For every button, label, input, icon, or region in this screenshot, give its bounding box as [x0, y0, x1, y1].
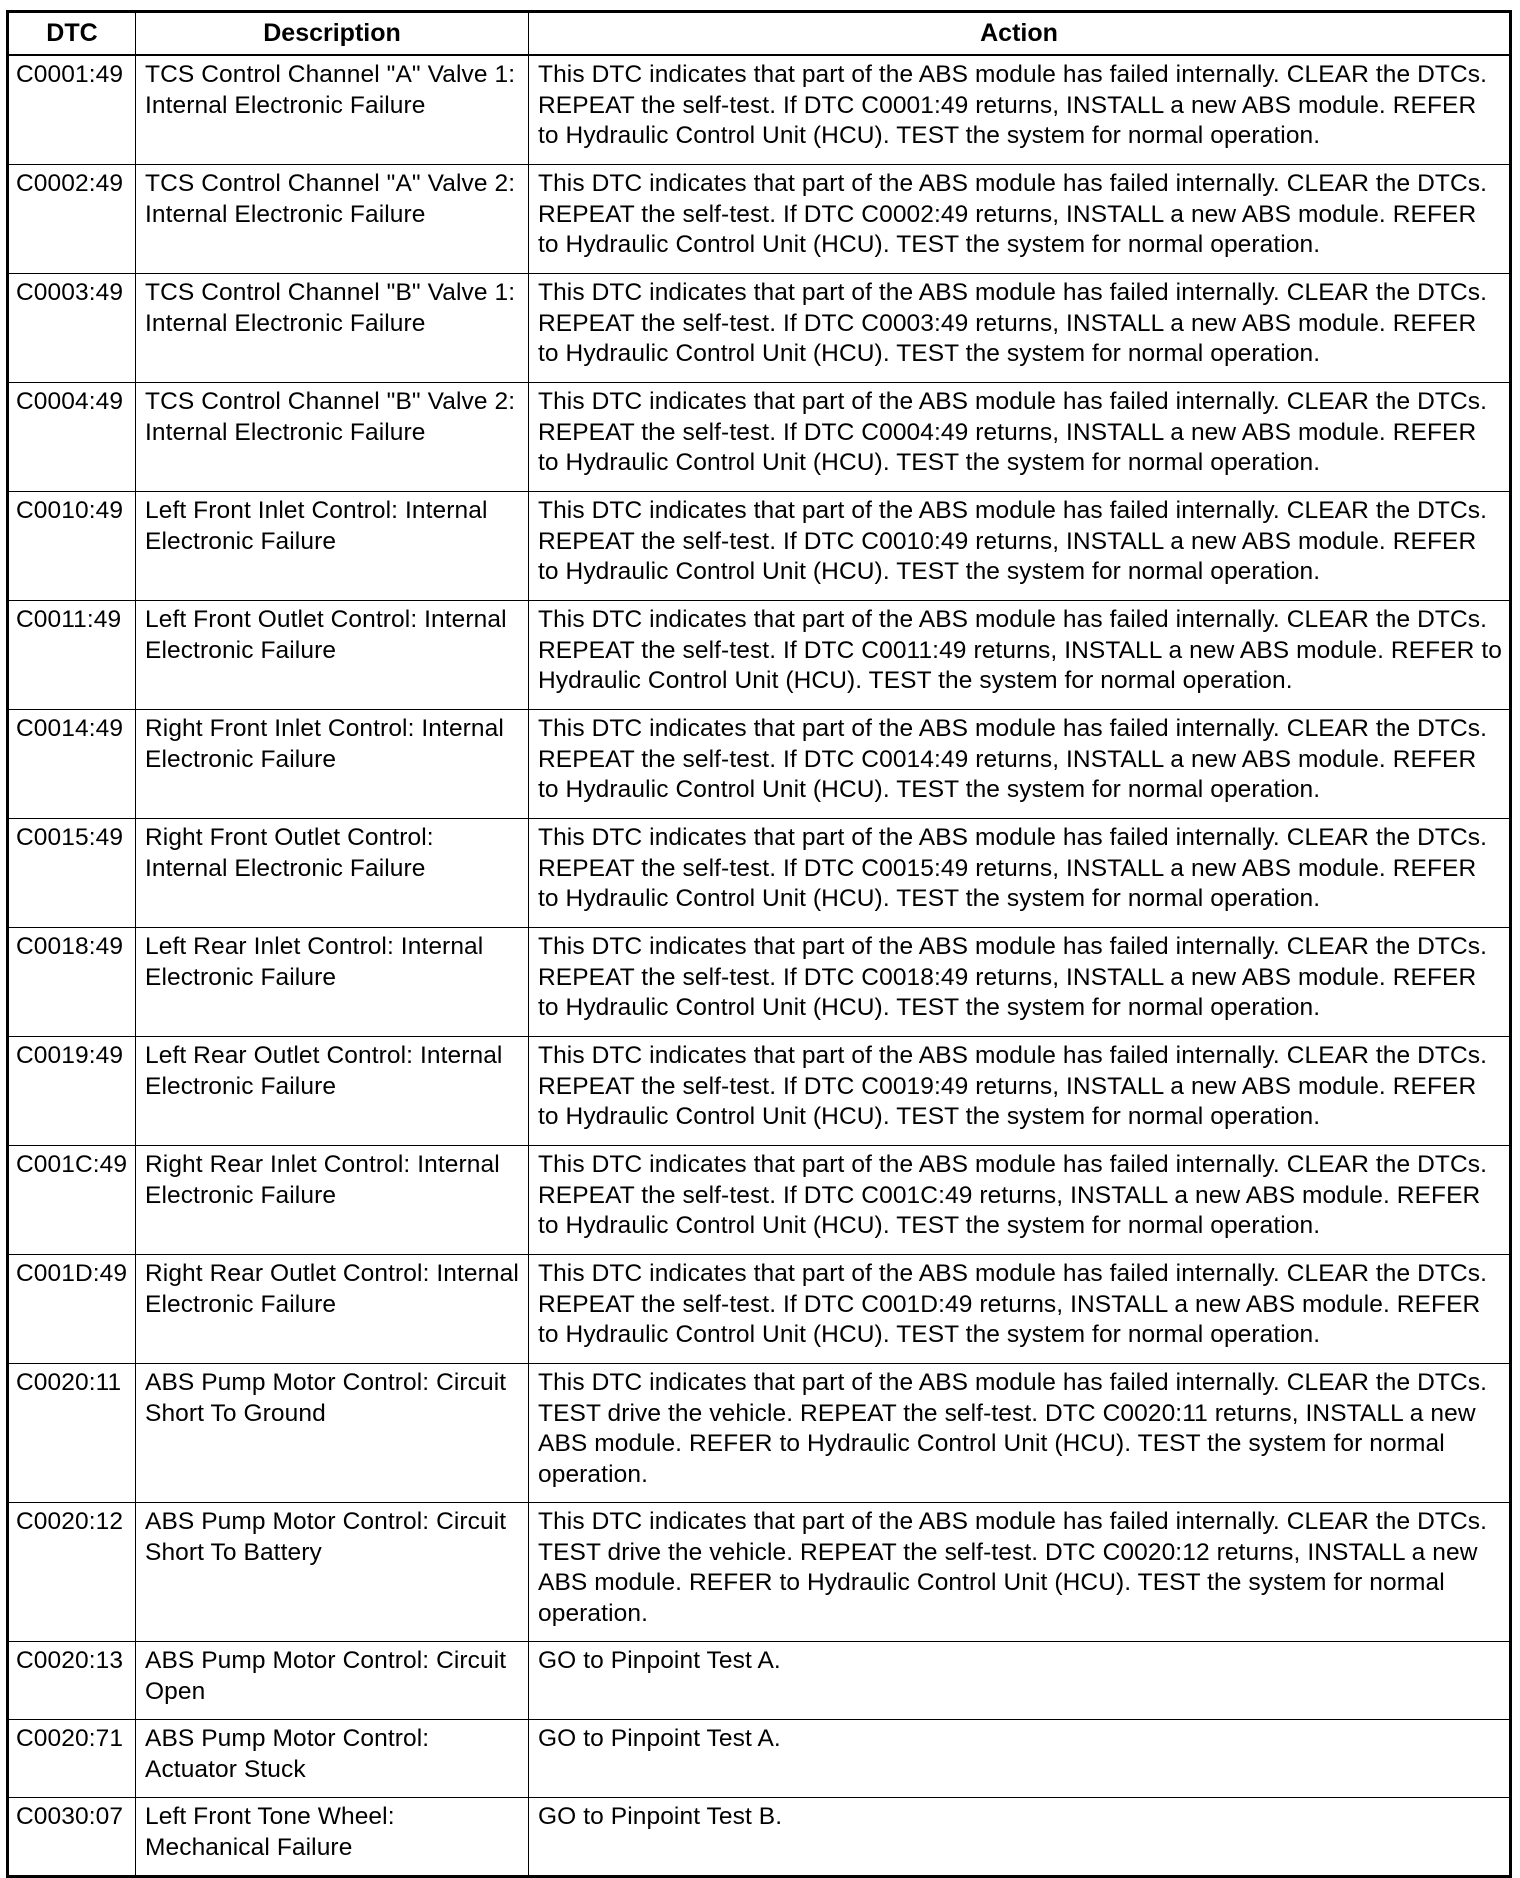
dtc-code: C0020:12 — [8, 1503, 136, 1642]
dtc-action: This DTC indicates that part of the ABS module has failed internally. CLEAR the DTCs. REPEAT the self-test. If DTC C0004:49 returns, INSTALL a new ABS module. REFER to Hydraulic Control Unit (HCU). TEST the system for normal operation. — [529, 383, 1511, 492]
table-row — [8, 1642, 1511, 1720]
dtc-code: C0004:49 — [8, 383, 136, 492]
dtc-action: This DTC indicates that part of the ABS module has failed internally. CLEAR the DTCs. REPEAT the self-test. If DTC C0018:49 returns, INSTALL a new ABS module. REFER to Hydraulic Control Unit (HCU). TEST the system for normal operation. — [529, 928, 1511, 1037]
table-row — [8, 383, 1511, 492]
dtc-action: This DTC indicates that part of the ABS module has failed internally. CLEAR the DTCs. REPEAT the self-test. If DTC C0019:49 returns, INSTALL a new ABS module. REFER to Hydraulic Control Unit (HCU). TEST the system for normal operation. — [529, 1037, 1511, 1146]
dtc-code: C0015:49 — [8, 819, 136, 928]
dtc-action: This DTC indicates that part of the ABS module has failed internally. CLEAR the DTCs. REPEAT the self-test. If DTC C0015:49 returns, INSTALL a new ABS module. REFER to Hydraulic Control Unit (HCU). TEST the system for normal operation. — [529, 819, 1511, 928]
dtc-description: Left Front Inlet Control: Internal Electronic Failure — [136, 492, 529, 601]
table-row — [8, 55, 1511, 165]
table-row — [8, 1503, 1511, 1642]
table-row — [8, 274, 1511, 383]
dtc-action: GO to Pinpoint Test A. — [529, 1642, 1511, 1720]
dtc-code: C0014:49 — [8, 710, 136, 819]
dtc-description: Right Front Inlet Control: Internal Electronic Failure — [136, 710, 529, 819]
dtc-description: TCS Control Channel "A" Valve 2: Internal Electronic Failure — [136, 165, 529, 274]
table-row — [8, 601, 1511, 710]
dtc-action: This DTC indicates that part of the ABS module has failed internally. CLEAR the DTCs. REPEAT the self-test. If DTC C0001:49 returns, INSTALL a new ABS module. REFER to Hydraulic Control Unit (HCU). TEST the system for normal operation. — [529, 55, 1511, 165]
table-row — [8, 165, 1511, 274]
dtc-action: GO to Pinpoint Test B. — [529, 1798, 1511, 1877]
dtc-action: This DTC indicates that part of the ABS module has failed internally. CLEAR the DTCs. REPEAT the self-test. If DTC C001D:49 returns, INSTALL a new ABS module. REFER to Hydraulic Control Unit (HCU). TEST the system for normal operation. — [529, 1255, 1511, 1364]
dtc-code: C0020:71 — [8, 1720, 136, 1798]
dtc-code: C0018:49 — [8, 928, 136, 1037]
dtc-table-sheet — [6, 10, 1509, 1878]
dtc-action: This DTC indicates that part of the ABS module has failed internally. CLEAR the DTCs. TEST drive the vehicle. REPEAT the self-test. DTC C0020:11 returns, INSTALL a new ABS module. REFER to Hydraulic Control Unit (HCU). TEST the system for normal operation. — [529, 1364, 1511, 1503]
table-row — [8, 1720, 1511, 1798]
dtc-code: C0030:07 — [8, 1798, 136, 1877]
table-header-row — [8, 12, 1511, 56]
dtc-action: This DTC indicates that part of the ABS module has failed internally. CLEAR the DTCs. REPEAT the self-test. If DTC C0010:49 returns, INSTALL a new ABS module. REFER to Hydraulic Control Unit (HCU). TEST the system for normal operation. — [529, 492, 1511, 601]
dtc-description: Right Rear Inlet Control: Internal Electronic Failure — [136, 1146, 529, 1255]
dtc-description: Right Rear Outlet Control: Internal Electronic Failure — [136, 1255, 529, 1364]
dtc-code: C0010:49 — [8, 492, 136, 601]
table-row — [8, 819, 1511, 928]
dtc-code: C0020:11 — [8, 1364, 136, 1503]
dtc-action: This DTC indicates that part of the ABS module has failed internally. CLEAR the DTCs. TEST drive the vehicle. REPEAT the self-test. DTC C0020:12 returns, INSTALL a new ABS module. REFER to Hydraulic Control Unit (HCU). TEST the system for normal operation. — [529, 1503, 1511, 1642]
dtc-description: TCS Control Channel "B" Valve 2: Internal Electronic Failure — [136, 383, 529, 492]
table-row — [8, 1798, 1511, 1877]
dtc-code: C0002:49 — [8, 165, 136, 274]
column-header-action: Action — [529, 12, 1511, 56]
dtc-code: C0020:13 — [8, 1642, 136, 1720]
dtc-description: Left Front Tone Wheel: Mechanical Failure — [136, 1798, 529, 1877]
dtc-description: ABS Pump Motor Control: Actuator Stuck — [136, 1720, 529, 1798]
table-row — [8, 1037, 1511, 1146]
dtc-description: ABS Pump Motor Control: Circuit Short To Ground — [136, 1364, 529, 1503]
dtc-description: Left Rear Inlet Control: Internal Electronic Failure — [136, 928, 529, 1037]
dtc-description: Right Front Outlet Control: Internal Electronic Failure — [136, 819, 529, 928]
table-row — [8, 1255, 1511, 1364]
table-row — [8, 1146, 1511, 1255]
dtc-code: C0001:49 — [8, 55, 136, 165]
dtc-description: TCS Control Channel "A" Valve 1: Internal Electronic Failure — [136, 55, 529, 165]
dtc-action: This DTC indicates that part of the ABS module has failed internally. CLEAR the DTCs. REPEAT the self-test. If DTC C0011:49 returns, INSTALL a new ABS module. REFER to Hydraulic Control Unit (HCU). TEST the system for normal operation. — [529, 601, 1511, 710]
dtc-code: C0019:49 — [8, 1037, 136, 1146]
dtc-code: C001D:49 — [8, 1255, 136, 1364]
dtc-action: This DTC indicates that part of the ABS module has failed internally. CLEAR the DTCs. REPEAT the self-test. If DTC C0003:49 returns, INSTALL a new ABS module. REFER to Hydraulic Control Unit (HCU). TEST the system for normal operation. — [529, 274, 1511, 383]
table-row — [8, 710, 1511, 819]
dtc-table — [6, 10, 1512, 1878]
dtc-description: Left Front Outlet Control: Internal Electronic Failure — [136, 601, 529, 710]
dtc-code: C0011:49 — [8, 601, 136, 710]
dtc-code: C001C:49 — [8, 1146, 136, 1255]
dtc-code: C0003:49 — [8, 274, 136, 383]
dtc-action: This DTC indicates that part of the ABS module has failed internally. CLEAR the DTCs. REPEAT the self-test. If DTC C001C:49 returns, INSTALL a new ABS module. REFER to Hydraulic Control Unit (HCU). TEST the system for normal operation. — [529, 1146, 1511, 1255]
table-row — [8, 1364, 1511, 1503]
dtc-description: ABS Pump Motor Control: Circuit Short To Battery — [136, 1503, 529, 1642]
dtc-action: This DTC indicates that part of the ABS module has failed internally. CLEAR the DTCs. REPEAT the self-test. If DTC C0014:49 returns, INSTALL a new ABS module. REFER to Hydraulic Control Unit (HCU). TEST the system for normal operation. — [529, 710, 1511, 819]
dtc-action: This DTC indicates that part of the ABS module has failed internally. CLEAR the DTCs. REPEAT the self-test. If DTC C0002:49 returns, INSTALL a new ABS module. REFER to Hydraulic Control Unit (HCU). TEST the system for normal operation. — [529, 165, 1511, 274]
dtc-description: Left Rear Outlet Control: Internal Electronic Failure — [136, 1037, 529, 1146]
dtc-action: GO to Pinpoint Test A. — [529, 1720, 1511, 1798]
table-row — [8, 492, 1511, 601]
column-header-description: Description — [136, 12, 529, 56]
table-row — [8, 928, 1511, 1037]
dtc-description: ABS Pump Motor Control: Circuit Open — [136, 1642, 529, 1720]
column-header-dtc: DTC — [8, 12, 136, 56]
dtc-description: TCS Control Channel "B" Valve 1: Internal Electronic Failure — [136, 274, 529, 383]
